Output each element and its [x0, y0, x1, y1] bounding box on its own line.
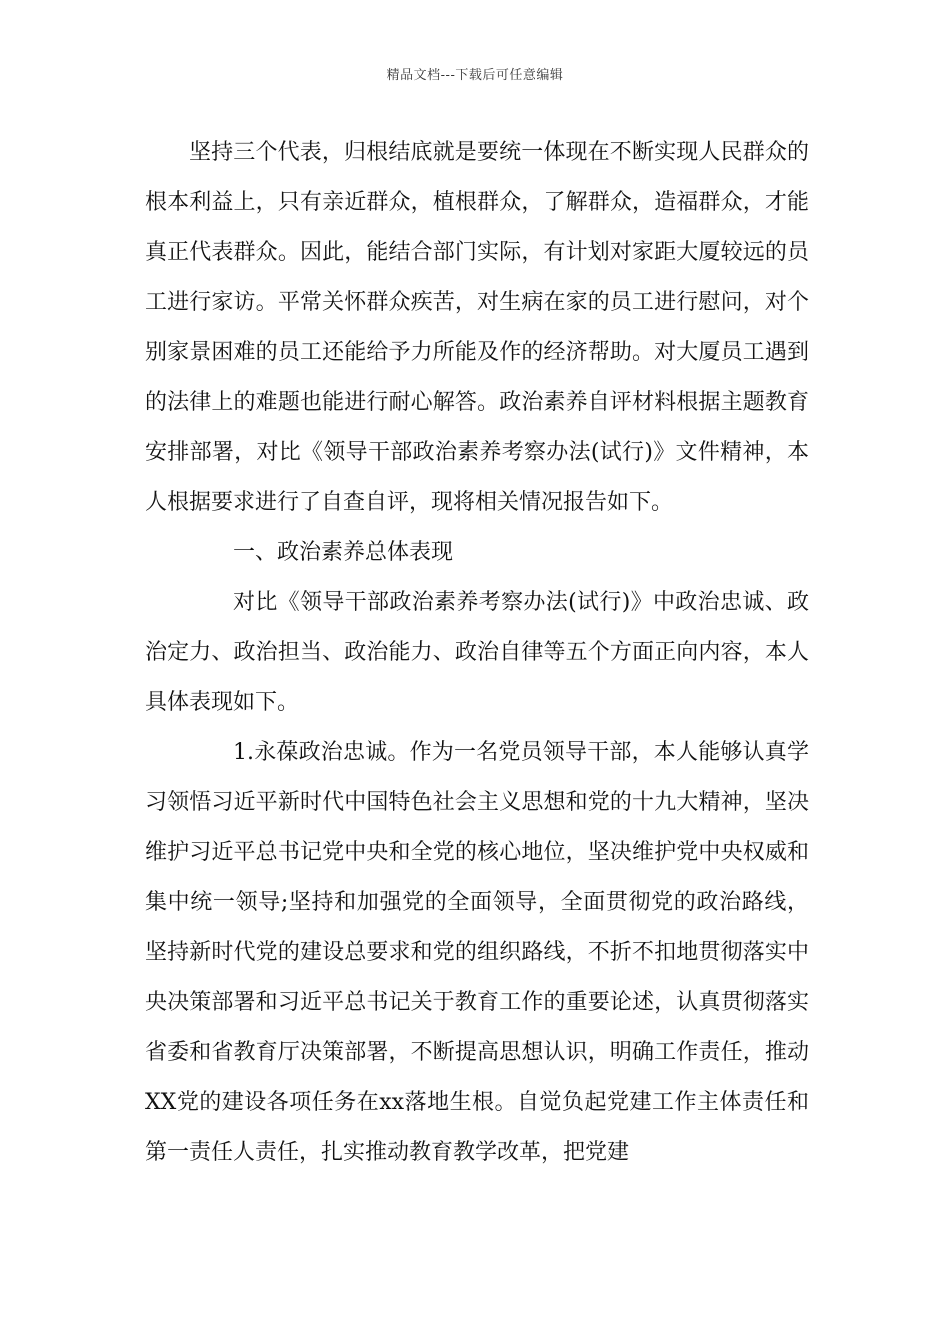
- paragraph-overview: 对比《领导干部政治素养考察办法(试行)》中政治忠诚、政治定力、政治担当、政治能力、政治自律等五个方面正向内容，本人具体表现如下。: [145, 590, 809, 715]
- document-body: [145, 128, 809, 1178]
- paragraph-item-1: 1.永葆政治忠诚。作为一名党员领导干部，本人能够认真学习领悟习近平新时代中国特色社会主义思想和党的十九大精神，坚决维护习近平总书记党中央和全党的核心地位，坚决维护党中央权威和集中统一领导;坚持和加强党的全面领导，全面贯彻党的政治路线，坚持新时代党的建设总要求和党的组织路线，不折不扣地贯彻落实中央决策部署和习近平总书记关于教育工作的重要论述，认真贯彻落实省委和省教育厅决策部署，不断提高思想认识，明确工作责任，推动XX党的建设各项任务在xx落地生根。自觉负起党建工作主体责任和第一责任人责任，扎实推动教育教学改革，把党建: [145, 740, 809, 1165]
- page-header: 精品文档---下载后可任意编辑: [386, 68, 564, 83]
- section-heading: 一、政治素养总体表现: [233, 540, 454, 565]
- paragraph-intro: 坚持三个代表，归根结底就是要统一体现在不断实现人民群众的根本利益上，只有亲近群众，植根群众，了解群众，造福群众，才能真正代表群众。因此，能结合部门实际，有计划对家距大厦较远的员工进行家访。平常关怀群众疾苦，对生病在家的员工进行慰问，对个别家景困难的员工还能给予力所能及作的经济帮助。对大厦员工遇到的法律上的难题也能进行耐心解答。政治素养自评材料根据主题教育安排部署，对比《领导干部政治素养考察办法(试行)》文件精神，本人根据要求进行了自查自评，现将相关情况报告如下。: [145, 140, 809, 515]
